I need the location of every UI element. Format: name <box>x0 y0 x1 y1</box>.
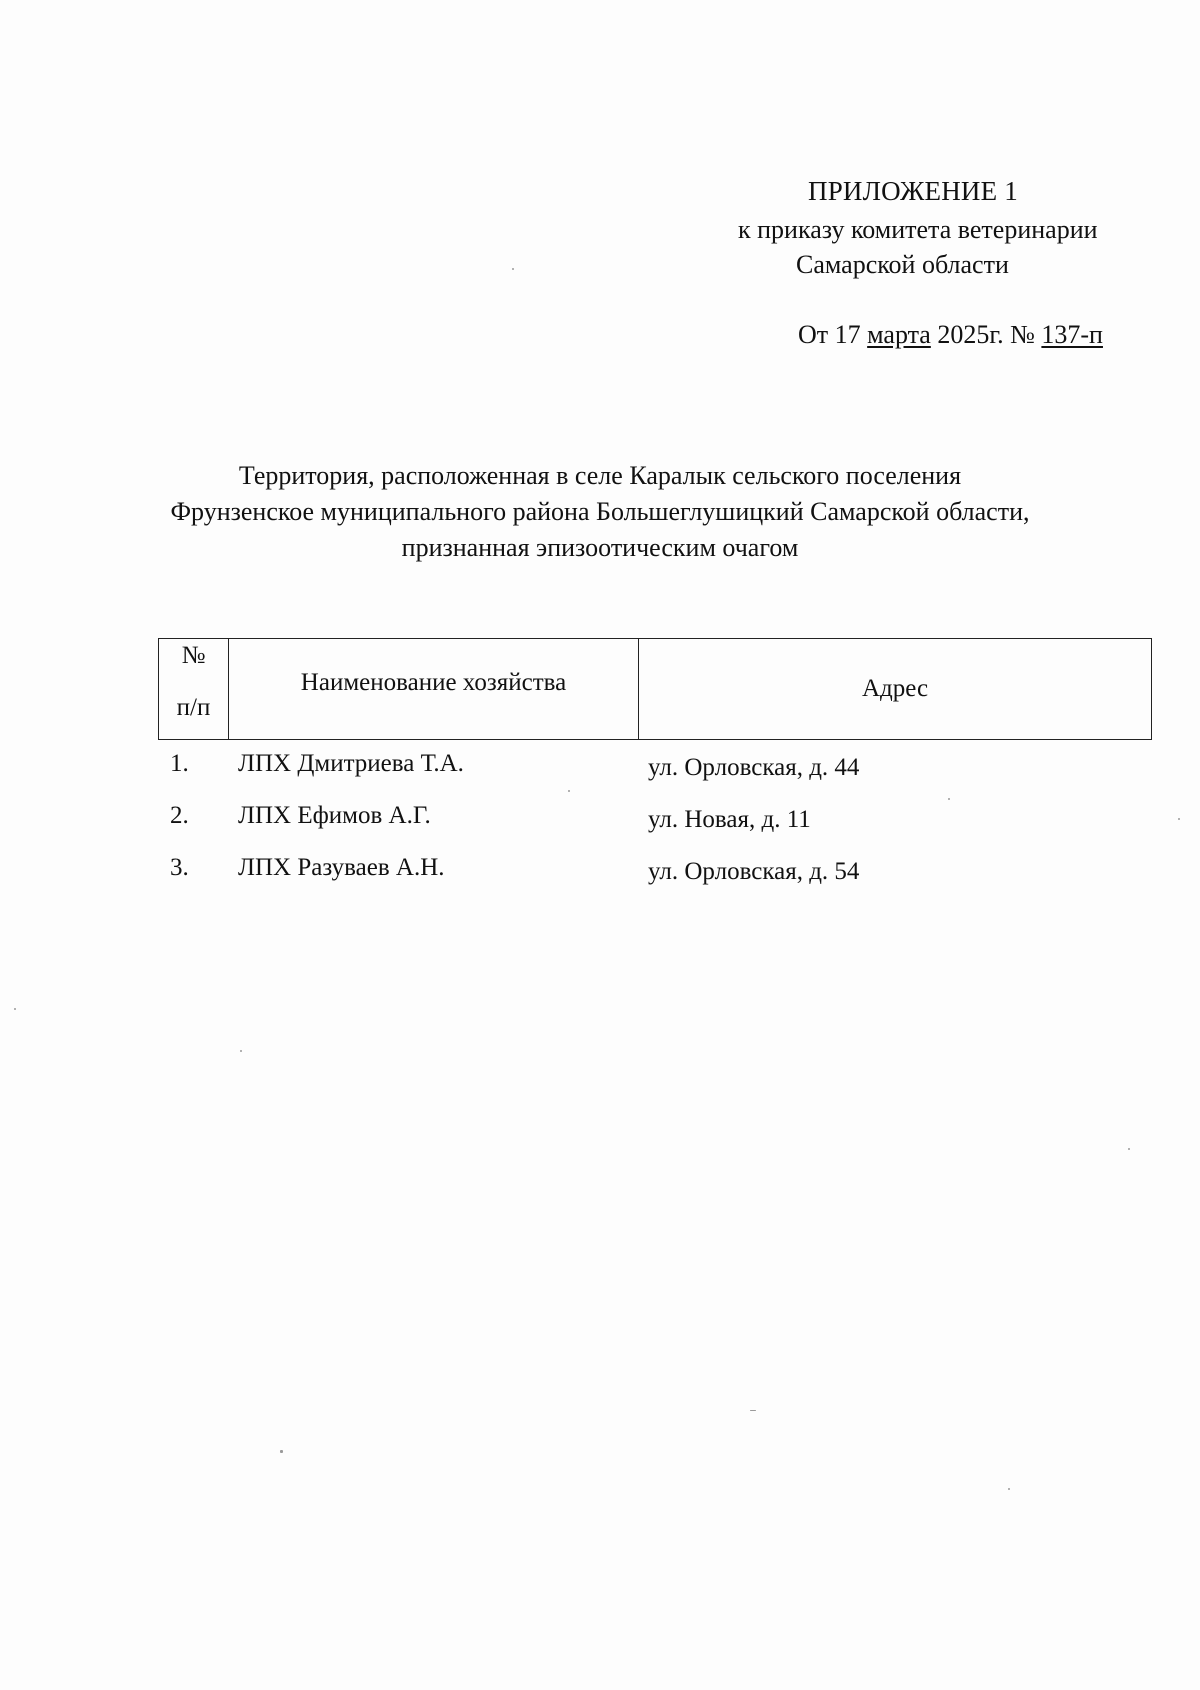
order-date-prefix: От 17 <box>798 320 861 349</box>
scan-speck <box>750 1410 756 1411</box>
order-reference <box>798 320 1103 350</box>
appendix-subtitle-line1: к приказу комитета ветеринарии <box>738 215 1098 244</box>
heading-line-2: Фрунзенское муниципального района Большеглушицкий Самарской области, <box>170 497 1030 526</box>
header-name-cell: Наименование хозяйства <box>229 639 639 739</box>
row-address: ул. Орловская, д. 54 <box>648 858 860 885</box>
document-heading <box>150 458 1050 566</box>
scan-speck <box>280 1450 283 1453</box>
table-row <box>158 844 1152 896</box>
table-row <box>158 792 1152 844</box>
row-farm-name: ЛПХ Разуваев А.Н. <box>238 854 445 881</box>
header-number-abbr: п/п <box>176 694 211 721</box>
header-number-cell <box>159 639 229 739</box>
row-farm-name: ЛПХ Дмитриева Т.А. <box>238 750 464 777</box>
table-row <box>158 740 1152 792</box>
appendix-subtitle-line2: Самарской области <box>796 250 1009 279</box>
row-number: 3. <box>170 854 189 881</box>
heading-line-1: Территория, расположенная в селе Каралык сельского поселения <box>238 461 962 490</box>
order-number: 137-п <box>1041 320 1103 349</box>
scan-speck <box>14 1008 16 1010</box>
row-number: 2. <box>170 802 189 829</box>
row-address: ул. Новая, д. 11 <box>648 806 811 833</box>
row-number: 1. <box>170 750 189 777</box>
scan-speck <box>1128 1148 1130 1150</box>
scan-speck <box>568 790 570 792</box>
row-address: ул. Орловская, д. 44 <box>648 754 860 781</box>
header-number-sign: № <box>181 642 206 669</box>
heading-line-3: признанная эпизоотическим очагом <box>401 533 799 562</box>
scan-speck <box>948 798 950 800</box>
order-month: марта <box>867 320 931 349</box>
scan-speck <box>240 1050 242 1052</box>
scan-speck <box>1178 818 1180 820</box>
scan-speck <box>512 268 514 270</box>
scan-speck <box>1008 1488 1010 1490</box>
appendix-title: ПРИЛОЖЕНИЕ 1 <box>808 176 1018 206</box>
header-address-cell: Адрес <box>861 675 929 702</box>
farms-table <box>158 638 1152 896</box>
table-header <box>158 638 1152 740</box>
row-farm-name: ЛПХ Ефимов А.Г. <box>238 802 431 829</box>
order-year: 2025г. № <box>937 320 1035 349</box>
